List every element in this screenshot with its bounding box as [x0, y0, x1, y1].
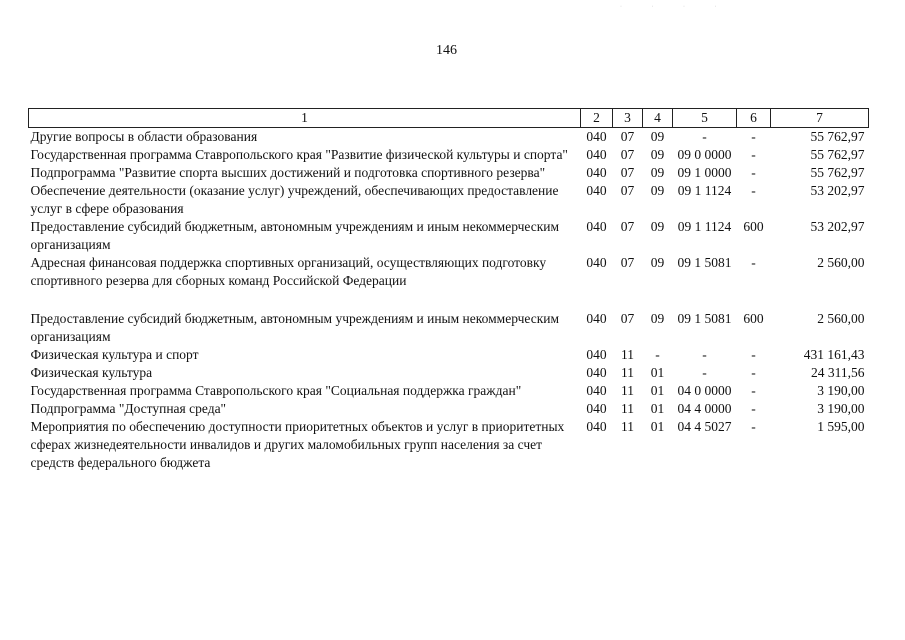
row-amount: 24 311,56: [811, 365, 865, 380]
row-amount: 1 595,00: [817, 419, 865, 434]
table-row: [29, 182, 869, 218]
row-section-code: 11: [621, 347, 634, 362]
row-section-code: 07: [620, 129, 635, 144]
table-row: [29, 254, 869, 310]
row-ministry-code: 040: [586, 365, 607, 380]
row-target-code: 09 1 5081: [677, 255, 732, 270]
row-name: Государственная программа Ставропольского края "Социальная поддержка граждан": [30, 383, 522, 398]
table-row: [29, 218, 869, 254]
row-name: Подпрограмма "Доступная среда": [30, 401, 227, 416]
row-expense-type: -: [751, 419, 756, 434]
row-amount: 53 202,97: [810, 219, 865, 234]
row-name: Адресная финансовая поддержка спортивных организаций, осуществляющих подготовку спортивного резерва для сборных команд Российской Федерации: [30, 255, 547, 288]
budget-table: [28, 108, 869, 472]
column-header-5: 5: [673, 109, 737, 128]
row-subsection-code: 09: [650, 129, 665, 144]
row-section-code: 07: [620, 311, 635, 326]
table-header-row: [29, 109, 869, 128]
table-row: [29, 400, 869, 418]
row-target-code: 04 4 5027: [677, 419, 732, 434]
row-section-code: 07: [620, 165, 635, 180]
row-target-code: 09 0 0000: [677, 147, 732, 162]
column-header-2: 2: [581, 109, 613, 128]
table-row: [29, 164, 869, 182]
row-amount: 2 560,00: [817, 311, 865, 326]
row-ministry-code: 040: [586, 347, 607, 362]
row-target-code: -: [702, 129, 707, 144]
row-target-code: 04 4 0000: [677, 401, 732, 416]
row-expense-type: 600: [743, 311, 764, 326]
row-ministry-code: 040: [586, 401, 607, 416]
row-name: Физическая культура и спорт: [30, 347, 199, 362]
column-header-4: 4: [643, 109, 673, 128]
row-subsection-code: -: [655, 347, 660, 362]
row-subsection-code: 09: [650, 147, 665, 162]
row-subsection-code: 01: [650, 383, 665, 398]
row-section-code: 07: [620, 183, 635, 198]
row-target-code: 09 1 0000: [677, 165, 732, 180]
row-ministry-code: 040: [586, 165, 607, 180]
row-target-code: 04 0 0000: [677, 383, 732, 398]
row-section-code: 07: [620, 255, 635, 270]
row-expense-type: -: [751, 255, 756, 270]
row-amount: 55 762,97: [810, 147, 865, 162]
row-expense-type: -: [751, 147, 756, 162]
row-name: Физическая культура: [30, 365, 153, 380]
table-row: [29, 128, 869, 147]
table-row: [29, 310, 869, 346]
row-subsection-code: 09: [650, 219, 665, 234]
row-ministry-code: 040: [586, 255, 607, 270]
row-name: Другие вопросы в области образования: [30, 129, 258, 144]
table-row: [29, 146, 869, 164]
table-row: [29, 364, 869, 382]
row-expense-type: -: [751, 401, 756, 416]
column-header-3: 3: [613, 109, 643, 128]
row-name: Государственная программа Ставропольского края "Развитие физической культуры и спорта": [30, 147, 568, 162]
row-target-code: -: [702, 365, 707, 380]
row-name: Предоставление субсидий бюджетным, автономным учреждениям и иным некоммерческим организациям: [30, 311, 560, 344]
row-expense-type: -: [751, 183, 756, 198]
row-name: Обеспечение деятельности (оказание услуг) учреждений, обеспечивающих предоставление услуг в сфере образования: [30, 183, 559, 216]
scan-artifact: · · · ·: [620, 4, 731, 10]
row-ministry-code: 040: [586, 419, 607, 434]
row-expense-type: -: [751, 383, 756, 398]
row-subsection-code: 01: [650, 419, 665, 434]
row-ministry-code: 040: [586, 383, 607, 398]
row-amount: 3 190,00: [817, 401, 865, 416]
row-subsection-code: 09: [650, 165, 665, 180]
row-subsection-code: 01: [650, 401, 665, 416]
row-expense-type: -: [751, 165, 756, 180]
row-amount: 2 560,00: [817, 255, 865, 270]
row-ministry-code: 040: [586, 311, 607, 326]
row-target-code: -: [702, 347, 707, 362]
row-expense-type: 600: [743, 219, 764, 234]
row-ministry-code: 040: [586, 219, 607, 234]
table-row: [29, 382, 869, 400]
row-amount: 55 762,97: [810, 129, 865, 144]
row-subsection-code: 01: [650, 365, 665, 380]
table-row: [29, 418, 869, 472]
row-section-code: 11: [621, 419, 634, 434]
row-ministry-code: 040: [586, 147, 607, 162]
row-section-code: 11: [621, 401, 634, 416]
row-subsection-code: 09: [650, 255, 665, 270]
row-amount: 431 161,43: [803, 347, 865, 362]
row-ministry-code: 040: [586, 129, 607, 144]
row-target-code: 09 1 1124: [677, 183, 732, 198]
column-header-6: 6: [737, 109, 771, 128]
column-header-7: 7: [771, 109, 869, 128]
page-number: 146: [436, 43, 457, 58]
row-name: Подпрограмма "Развитие спорта высших достижений и подготовка спортивного резерва": [30, 165, 546, 180]
row-amount: 55 762,97: [810, 165, 865, 180]
row-expense-type: -: [751, 347, 756, 362]
row-expense-type: -: [751, 365, 756, 380]
row-ministry-code: 040: [586, 183, 607, 198]
row-subsection-code: 09: [650, 183, 665, 198]
table-row: [29, 346, 869, 364]
row-name: Мероприятия по обеспечению доступности приоритетных объектов и услуг в приоритетных сферах жизнедеятельности инвалидов и других маломобильных групп населения за счет средств федерального бюджета: [30, 419, 565, 470]
row-section-code: 07: [620, 147, 635, 162]
row-name: Предоставление субсидий бюджетным, автономным учреждениям и иным некоммерческим организациям: [30, 219, 560, 252]
column-header-1: 1: [29, 109, 581, 128]
row-expense-type: -: [751, 129, 756, 144]
row-section-code: 11: [621, 383, 634, 398]
row-subsection-code: 09: [650, 311, 665, 326]
row-amount: 53 202,97: [810, 183, 865, 198]
row-amount: 3 190,00: [817, 383, 865, 398]
row-section-code: 11: [621, 365, 634, 380]
row-target-code: 09 1 1124: [677, 219, 732, 234]
row-target-code: 09 1 5081: [677, 311, 732, 326]
row-section-code: 07: [620, 219, 635, 234]
